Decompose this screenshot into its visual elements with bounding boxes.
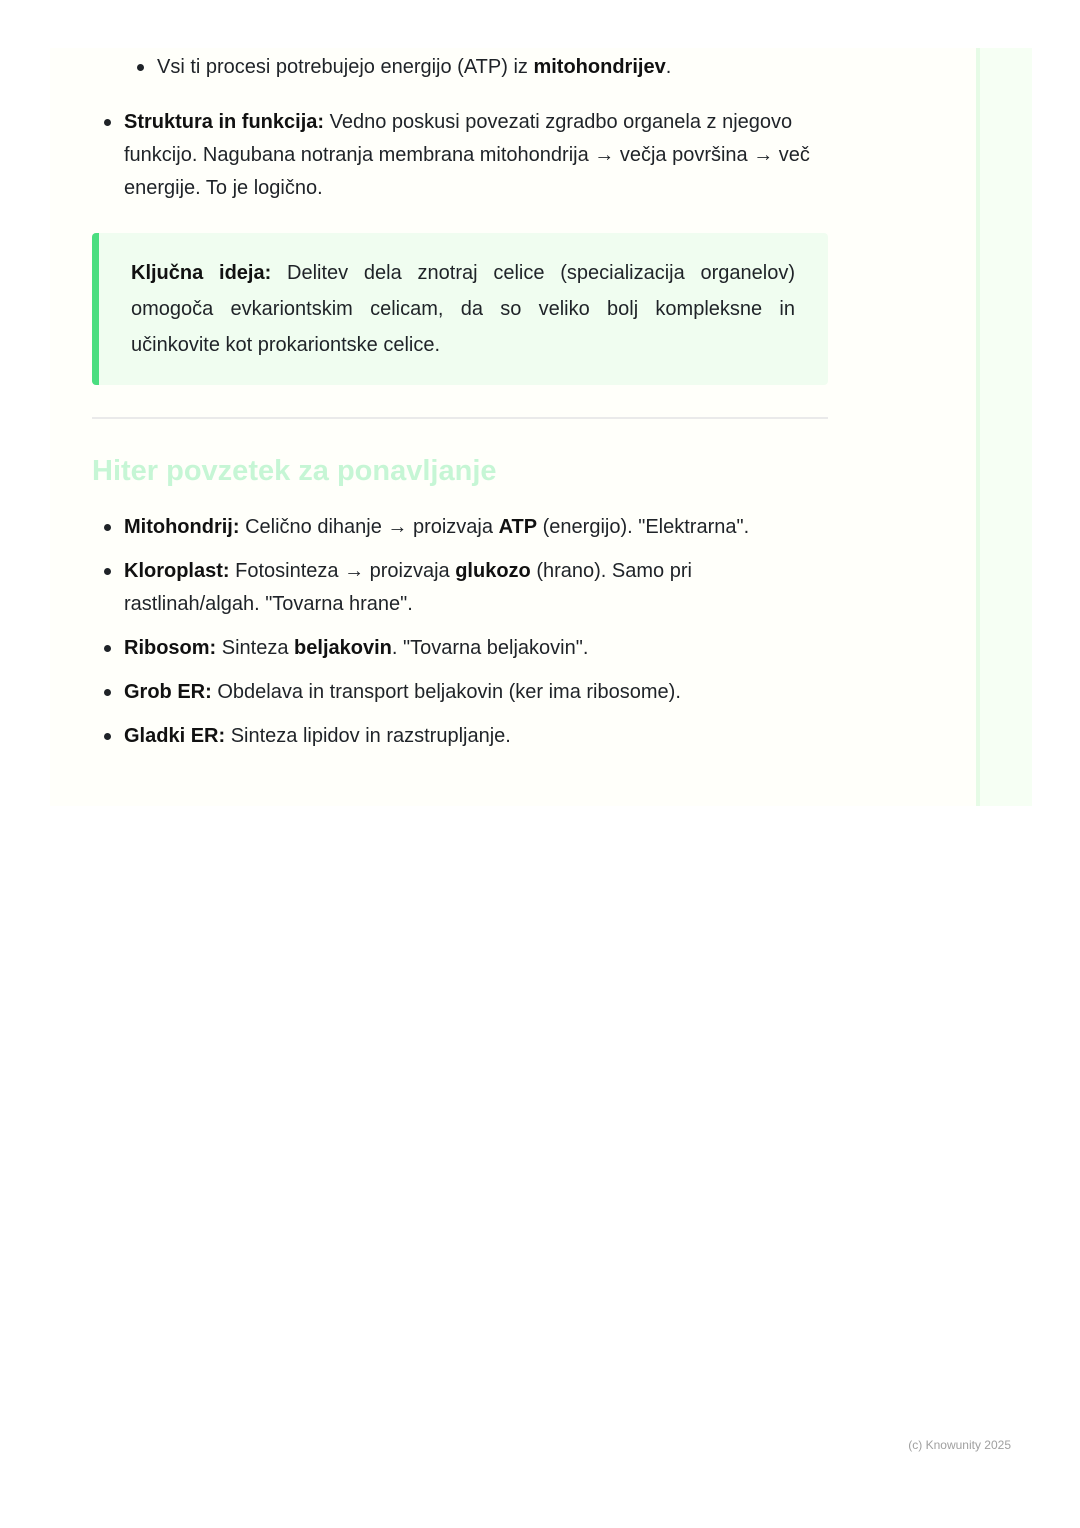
sub-bullet-list bbox=[92, 51, 828, 84]
copyright-footer: (c) Knowunity 2025 bbox=[908, 1438, 1011, 1452]
main-bullet-list bbox=[92, 106, 828, 205]
section-divider bbox=[92, 417, 828, 419]
list-item: Kloroplast: Fotosinteza → proizvaja glukozo (hrano). Samo pri rastlinah/algah. "Tovarna hrane". bbox=[124, 555, 828, 621]
summary-heading: Hiter povzetek za ponavljanje bbox=[92, 455, 497, 487]
list-item-structure: Struktura in funkcija: Vedno poskusi povezati zgradbo organela z njegovo funkcijo. Nagubana notranja membrana mitohondrija → večja površina → več energije. To je logično. bbox=[124, 106, 828, 205]
list-item: Ribosom: Sinteza beljakovin. "Tovarna beljakovin". bbox=[124, 632, 828, 665]
key-idea-callout: Ključna ideja: Delitev dela znotraj celice (specializacija organelov) omogoča evkariontskim celicam, da so veliko bolj kompleksne in učinkovite kot prokariontske celice. bbox=[92, 233, 828, 385]
list-item: Mitohondrij: Celično dihanje → proizvaja ATP (energijo). "Elektrarna". bbox=[124, 511, 828, 544]
summary-list bbox=[92, 511, 828, 753]
document-content bbox=[92, 48, 828, 764]
list-item: Vsi ti procesi potrebujejo energijo (ATP) iz mitohondrijev. bbox=[157, 51, 828, 84]
list-item: Grob ER: Obdelava in transport beljakovin (ker ima ribosome). bbox=[124, 676, 828, 709]
list-item: Gladki ER: Sinteza lipidov in razstrupljanje. bbox=[124, 720, 828, 753]
side-strip bbox=[976, 48, 1032, 806]
